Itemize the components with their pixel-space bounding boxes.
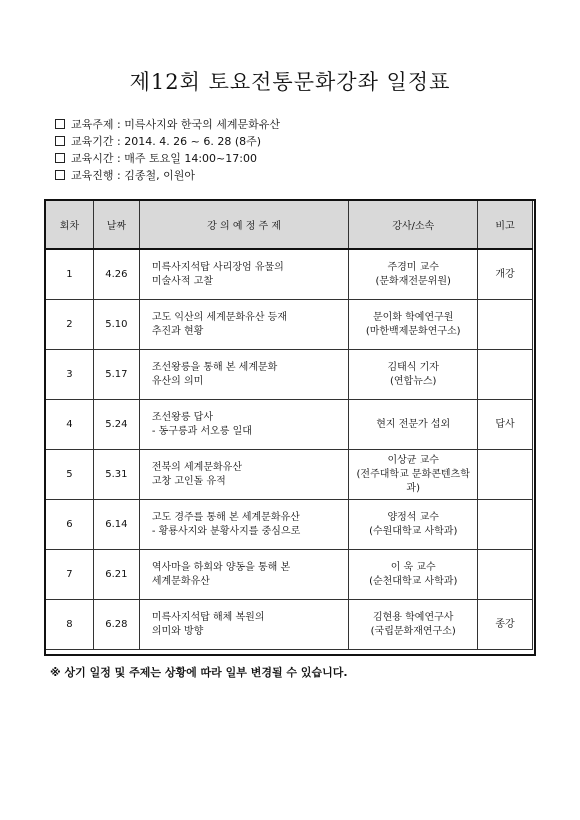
topic-cell: 역사마을 하회와 양동을 통해 본 세계문화유산: [139, 550, 349, 600]
topic-cell: 미륵사지석탑 해체 복원의 의미와 방향: [139, 600, 349, 650]
info-line-staff: 교육진행 : 김종철, 이원아: [55, 167, 280, 184]
session-cell: 5: [46, 450, 94, 500]
lecturer-cell: 김태식 기자 (연합뉴스): [349, 350, 478, 400]
lecturer-cell: 주경미 교수 (문화재전문위원): [349, 249, 478, 300]
date-cell: 4.26: [93, 249, 139, 300]
note-cell: 개강: [478, 249, 533, 300]
note-cell: [478, 300, 533, 350]
date-cell: 5.31: [93, 450, 139, 500]
checkbox-icon: [55, 170, 65, 180]
lecturer-cell: 양정석 교수 (수원대학교 사학과): [349, 500, 478, 550]
lecturer-cell: 이상균 교수 (전주대학교 문화콘텐츠학과): [349, 450, 478, 500]
table-row: [46, 550, 533, 600]
table-header-row: [46, 201, 533, 250]
topic-cell: 전북의 세계문화유산 고창 고인돌 유적: [139, 450, 349, 500]
lecturer-cell: 이 욱 교수 (순천대학교 사학과): [349, 550, 478, 600]
topic-cell: 조선왕릉을 통해 본 세계문화 유산의 의미: [139, 350, 349, 400]
lecturer-cell: 현지 전문가 섭외: [349, 400, 478, 450]
checkbox-icon: [55, 153, 65, 163]
note-cell: [478, 550, 533, 600]
header-session: 회차: [46, 201, 94, 250]
info-line-time: 교육시간 : 매주 토요일 14:00~17:00: [55, 150, 280, 167]
table-row: [46, 400, 533, 450]
topic-cell: 조선왕릉 답사 - 동구릉과 서오릉 일대: [139, 400, 349, 450]
header-lecturer: 강사/소속: [349, 201, 478, 250]
session-cell: 4: [46, 400, 94, 450]
lecturer-cell: 문이화 학예연구원 (마한백제문화연구소): [349, 300, 478, 350]
note-cell: [478, 350, 533, 400]
course-info: [55, 116, 280, 184]
table-row: [46, 249, 533, 300]
page-title: 제12회 토요전통문화강좌 일정표: [129, 70, 451, 94]
note-cell: 답사: [478, 400, 533, 450]
date-cell: 5.17: [93, 350, 139, 400]
date-cell: 6.21: [93, 550, 139, 600]
topic-cell: 고도 경주를 통해 본 세계문화유산 - 황룡사지와 분황사지를 중심으로: [139, 500, 349, 550]
header-topic: 강 의 예 정 주 제: [139, 201, 349, 250]
header-note: 비고: [478, 201, 533, 250]
topic-cell: 고도 익산의 세계문화유산 등재 추진과 현황: [139, 300, 349, 350]
table-row: [46, 450, 533, 500]
table-row: [46, 600, 533, 650]
date-cell: 6.14: [93, 500, 139, 550]
table-row: [46, 300, 533, 350]
topic-cell: 미륵사지석탑 사리장엄 유물의 미술사적 고찰: [139, 249, 349, 300]
session-cell: 7: [46, 550, 94, 600]
session-cell: 3: [46, 350, 94, 400]
note-cell: 종강: [478, 600, 533, 650]
header-date: 날짜: [93, 201, 139, 250]
info-line-period: 교육기간 : 2014. 4. 26 ~ 6. 28 (8주): [55, 133, 280, 150]
info-line-subject: 교육주제 : 미륵사지와 한국의 세계문화유산: [55, 116, 280, 133]
date-cell: 6.28: [93, 600, 139, 650]
schedule-table: [45, 200, 533, 650]
checkbox-icon: [55, 136, 65, 146]
session-cell: 6: [46, 500, 94, 550]
checkbox-icon: [55, 119, 65, 129]
footnote: ※ 상기 일정 및 주제는 상황에 따라 일부 변경될 수 있습니다.: [50, 666, 348, 679]
session-cell: 8: [46, 600, 94, 650]
date-cell: 5.24: [93, 400, 139, 450]
note-cell: [478, 450, 533, 500]
session-cell: 2: [46, 300, 94, 350]
table-row: [46, 350, 533, 400]
lecturer-cell: 김현용 학예연구사 (국립문화재연구소): [349, 600, 478, 650]
date-cell: 5.10: [93, 300, 139, 350]
note-cell: [478, 500, 533, 550]
table-row: [46, 500, 533, 550]
session-cell: 1: [46, 249, 94, 300]
